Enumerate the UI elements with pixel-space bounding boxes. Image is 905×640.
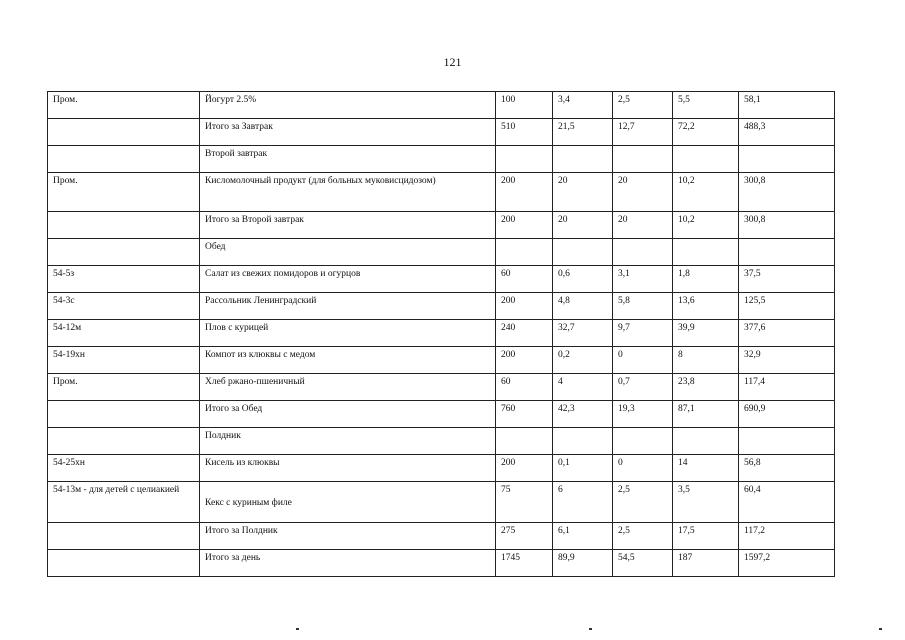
fat-cell: 3,1: [613, 266, 673, 293]
dish-code-cell: [48, 239, 200, 266]
energy-value-cell: [739, 239, 835, 266]
portion-mass-cell: 760: [496, 401, 553, 428]
carbohydrate-cell: 1,8: [673, 266, 739, 293]
fat-cell: 9,7: [613, 320, 673, 347]
protein-cell: 20: [553, 212, 613, 239]
energy-value-cell: 117,2: [739, 523, 835, 550]
dish-code-cell: 54-12м: [48, 320, 200, 347]
table-row: [48, 266, 835, 293]
fat-cell: 0: [613, 347, 673, 374]
energy-value-cell: [739, 146, 835, 173]
table-row: [48, 320, 835, 347]
dish-code-cell: [48, 212, 200, 239]
dish-name-cell: Итого за Обед: [200, 401, 496, 428]
carbohydrate-cell: [673, 146, 739, 173]
portion-mass-cell: [496, 428, 553, 455]
table-row: [48, 523, 835, 550]
dish-code-cell: 54-25хн: [48, 455, 200, 482]
energy-value-cell: 377,6: [739, 320, 835, 347]
dish-name-cell: Полдник: [200, 428, 496, 455]
dish-name-cell: Рассольник Ленинградский: [200, 293, 496, 320]
protein-cell: 6,1: [553, 523, 613, 550]
energy-value-cell: 32,9: [739, 347, 835, 374]
portion-mass-cell: 240: [496, 320, 553, 347]
protein-cell: 4,8: [553, 293, 613, 320]
page-number: 121: [443, 55, 462, 69]
carbohydrate-cell: 187: [673, 550, 739, 577]
scan-mark: [879, 628, 882, 630]
table-row: [48, 293, 835, 320]
dish-name-cell: Кисломолочный продукт (для больных муковисцидозом): [200, 173, 496, 212]
table-row: [48, 374, 835, 401]
fat-cell: 5,8: [613, 293, 673, 320]
carbohydrate-cell: 3,5: [673, 482, 739, 523]
protein-cell: 0,2: [553, 347, 613, 374]
portion-mass-cell: [496, 239, 553, 266]
table-row: [48, 455, 835, 482]
fat-cell: [613, 239, 673, 266]
portion-mass-cell: 200: [496, 212, 553, 239]
energy-value-cell: [739, 428, 835, 455]
protein-cell: 89,9: [553, 550, 613, 577]
carbohydrate-cell: 10,2: [673, 173, 739, 212]
dish-name-cell: Хлеб ржано-пшеничный: [200, 374, 496, 401]
fat-cell: 0,7: [613, 374, 673, 401]
protein-cell: 20: [553, 173, 613, 212]
protein-cell: [553, 239, 613, 266]
portion-mass-cell: 200: [496, 455, 553, 482]
protein-cell: 32,7: [553, 320, 613, 347]
table-row: [48, 212, 835, 239]
portion-mass-cell: 200: [496, 173, 553, 212]
table-row: [48, 92, 835, 119]
portion-mass-cell: 75: [496, 482, 553, 523]
energy-value-cell: 690,9: [739, 401, 835, 428]
carbohydrate-cell: [673, 428, 739, 455]
portion-mass-cell: 60: [496, 374, 553, 401]
dish-name-cell: Итого за Завтрак: [200, 119, 496, 146]
fat-cell: 19,3: [613, 401, 673, 428]
dish-code-cell: [48, 550, 200, 577]
carbohydrate-cell: 17,5: [673, 523, 739, 550]
protein-cell: [553, 146, 613, 173]
portion-mass-cell: 275: [496, 523, 553, 550]
carbohydrate-cell: 14: [673, 455, 739, 482]
dish-code-cell: Пром.: [48, 173, 200, 212]
table-row: [48, 173, 835, 212]
dish-name-cell: Обед: [200, 239, 496, 266]
table-row: [48, 239, 835, 266]
dish-code-cell: [48, 146, 200, 173]
table-row: [48, 428, 835, 455]
dish-code-cell: 54-13м - для детей с целиакией: [48, 482, 200, 523]
table-row: [48, 482, 835, 523]
dish-code-cell: [48, 401, 200, 428]
fat-cell: [613, 428, 673, 455]
energy-value-cell: 58,1: [739, 92, 835, 119]
dish-name-cell: Плов с курицей: [200, 320, 496, 347]
fat-cell: 54,5: [613, 550, 673, 577]
table-row: [48, 146, 835, 173]
energy-value-cell: 1597,2: [739, 550, 835, 577]
protein-cell: 3,4: [553, 92, 613, 119]
dish-name-cell: Компот из клюквы с медом: [200, 347, 496, 374]
dish-code-cell: [48, 428, 200, 455]
energy-value-cell: 125,5: [739, 293, 835, 320]
carbohydrate-cell: 10,2: [673, 212, 739, 239]
protein-cell: 0,1: [553, 455, 613, 482]
carbohydrate-cell: 23,8: [673, 374, 739, 401]
table-row: [48, 401, 835, 428]
dish-name-cell: Йогурт 2.5%: [200, 92, 496, 119]
table-row: [48, 119, 835, 146]
fat-cell: 2,5: [613, 523, 673, 550]
fat-cell: 2,5: [613, 92, 673, 119]
energy-value-cell: 300,8: [739, 173, 835, 212]
scan-mark: [296, 628, 299, 630]
dish-code-cell: 54-3с: [48, 293, 200, 320]
fat-cell: 20: [613, 173, 673, 212]
portion-mass-cell: 60: [496, 266, 553, 293]
dish-code-cell: [48, 523, 200, 550]
table-row: [48, 347, 835, 374]
portion-mass-cell: 1745: [496, 550, 553, 577]
protein-cell: [553, 428, 613, 455]
carbohydrate-cell: 13,6: [673, 293, 739, 320]
dish-name-cell: Салат из свежих помидоров и огурцов: [200, 266, 496, 293]
carbohydrate-cell: 5,5: [673, 92, 739, 119]
fat-cell: 20: [613, 212, 673, 239]
energy-value-cell: 56,8: [739, 455, 835, 482]
energy-value-cell: 117,4: [739, 374, 835, 401]
dish-name-cell: Второй завтрак: [200, 146, 496, 173]
energy-value-cell: 488,3: [739, 119, 835, 146]
dish-code-cell: Пром.: [48, 92, 200, 119]
dish-code-cell: [48, 119, 200, 146]
portion-mass-cell: 200: [496, 347, 553, 374]
carbohydrate-cell: 8: [673, 347, 739, 374]
portion-mass-cell: 100: [496, 92, 553, 119]
dish-name-cell: Кекс с куриным филе: [200, 482, 496, 523]
portion-mass-cell: [496, 146, 553, 173]
portion-mass-cell: 200: [496, 293, 553, 320]
dish-code-cell: 54-5з: [48, 266, 200, 293]
table-row: [48, 550, 835, 577]
protein-cell: 42,3: [553, 401, 613, 428]
carbohydrate-cell: 39,9: [673, 320, 739, 347]
fat-cell: 12,7: [613, 119, 673, 146]
protein-cell: 6: [553, 482, 613, 523]
dish-code-cell: 54-19хн: [48, 347, 200, 374]
portion-mass-cell: 510: [496, 119, 553, 146]
dish-name-cell: Итого за день: [200, 550, 496, 577]
dish-name-cell: Итого за Второй завтрак: [200, 212, 496, 239]
fat-cell: 2,5: [613, 482, 673, 523]
energy-value-cell: 37,5: [739, 266, 835, 293]
protein-cell: 4: [553, 374, 613, 401]
scan-mark: [589, 628, 592, 630]
carbohydrate-cell: 87,1: [673, 401, 739, 428]
fat-cell: 0: [613, 455, 673, 482]
energy-value-cell: 300,8: [739, 212, 835, 239]
protein-cell: 0,6: [553, 266, 613, 293]
carbohydrate-cell: 72,2: [673, 119, 739, 146]
carbohydrate-cell: [673, 239, 739, 266]
dish-name-cell: Кисель из клюквы: [200, 455, 496, 482]
dish-name-cell: Итого за Полдник: [200, 523, 496, 550]
protein-cell: 21,5: [553, 119, 613, 146]
dish-code-cell: Пром.: [48, 374, 200, 401]
menu-table: [47, 91, 835, 577]
energy-value-cell: 60,4: [739, 482, 835, 523]
fat-cell: [613, 146, 673, 173]
